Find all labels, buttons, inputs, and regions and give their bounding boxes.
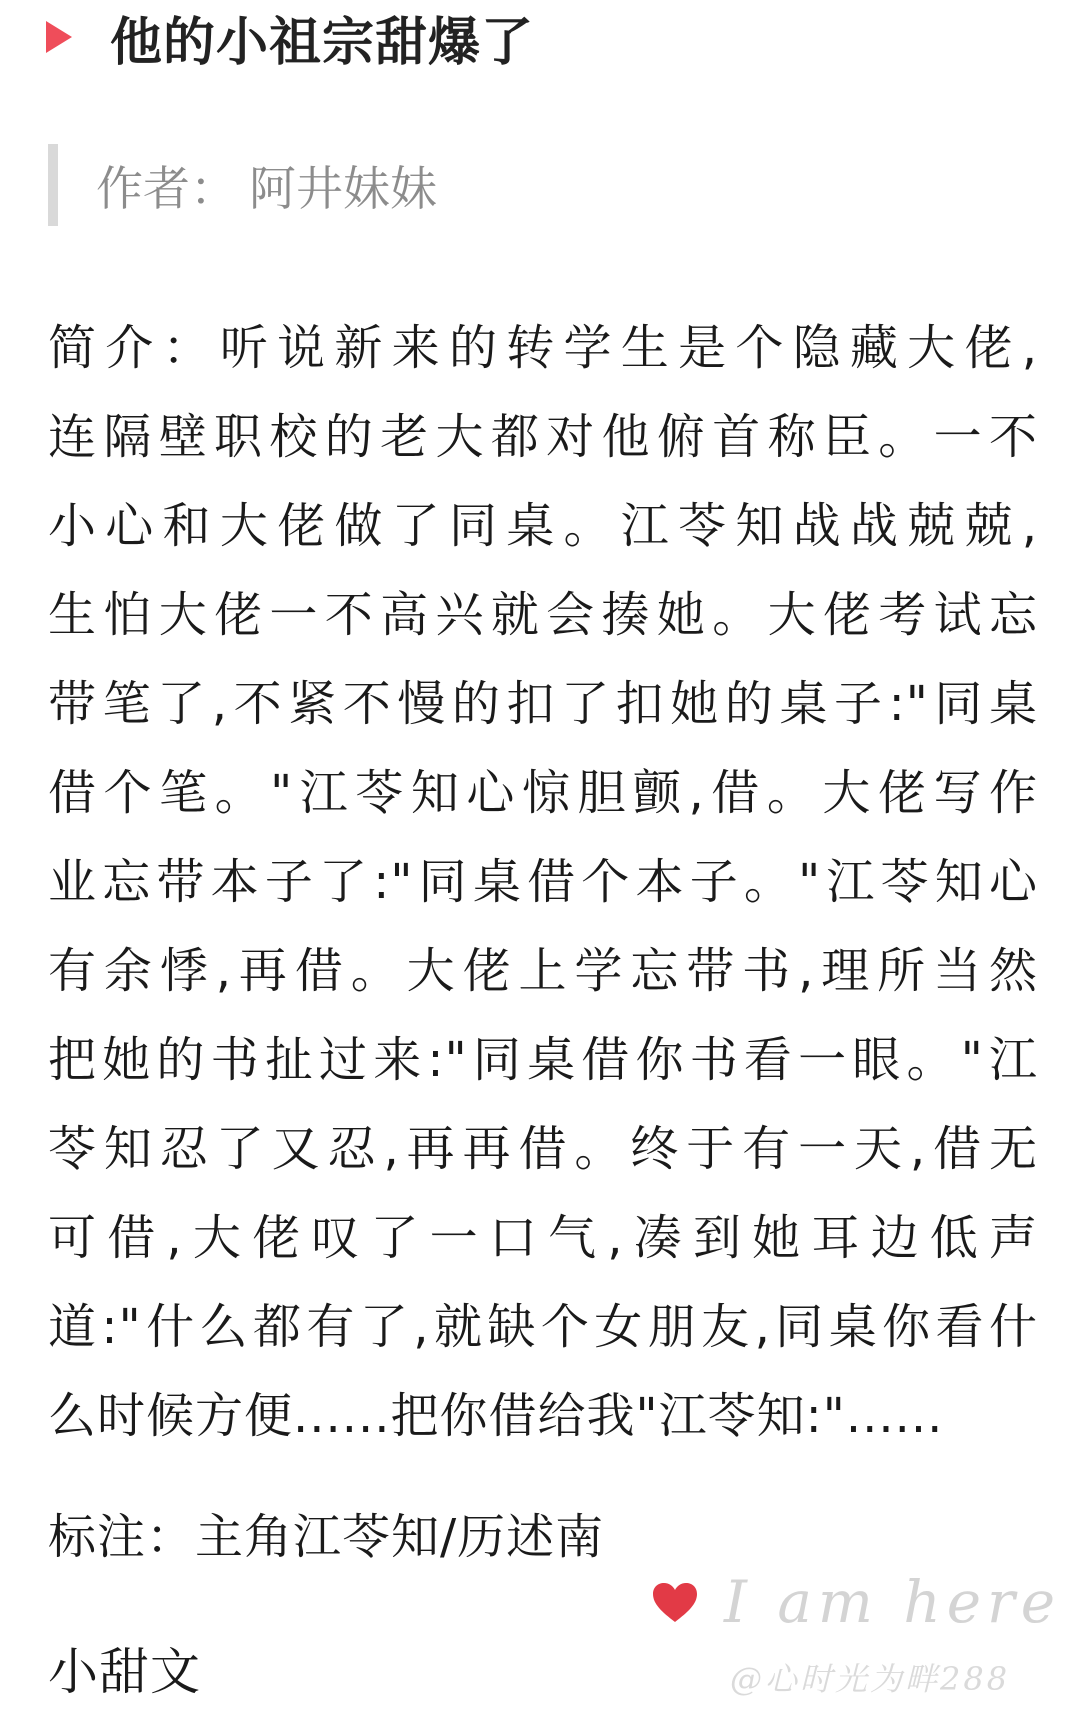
synopsis-line: 么时候方便......把你借给我"江苓知:"...... [48,1388,944,1444]
title-row [46,2,534,72]
watermark-handle: @心时光为畔288 [730,1660,1011,1698]
synopsis-line: 带笔了,不紧不慢的扣了扣她的桌子:"同桌 [48,676,1038,732]
synopsis-line: 把她的书扯过来:"同桌借你书看一眼。"江 [48,1032,1038,1088]
protagonist-note: 标注：主角江苓知/历述南 [48,1509,605,1565]
genre-tag: 小甜文 [48,1643,201,1701]
synopsis-line: 生怕大佬一不高兴就会揍她。大佬考试忘 [48,587,1038,643]
synopsis-line: 借个笔。"江苓知心惊胆颤,借。大佬写作 [48,765,1038,821]
synopsis-line: 道:"什么都有了,就缺个女朋友,同桌你看什 [48,1299,1038,1355]
synopsis-line: 苓知忍了又忍,再再借。终于有一天,借无 [48,1121,1038,1177]
title-marker-icon [46,21,72,53]
synopsis [48,304,1038,1461]
heart-icon [652,1582,698,1624]
synopsis-line: 有余悸,再借。大佬上学忘带书,理所当然 [48,943,1038,999]
synopsis-line: 可借,大佬叹了一口气,凑到她耳边低声 [48,1210,1038,1266]
synopsis-line: 小心和大佬做了同桌。江苓知战战兢兢, [48,498,1038,554]
synopsis-line: 连隔壁职校的老大都对他俯首称臣。一不 [48,409,1038,465]
synopsis-line: 业忘带本子了:"同桌借个本子。"江苓知心 [48,854,1038,910]
author-block [48,144,437,226]
author-name: 阿井妹妹 [249,161,437,217]
author-label: 作者： [96,161,237,217]
watermark [652,1564,1072,1714]
page-title: 他的小祖宗甜爆了 [110,12,535,73]
watermark-script: I am here [724,1568,1062,1636]
synopsis-line: 简介：听说新来的转学生是个隐藏大佬, [48,320,1038,376]
